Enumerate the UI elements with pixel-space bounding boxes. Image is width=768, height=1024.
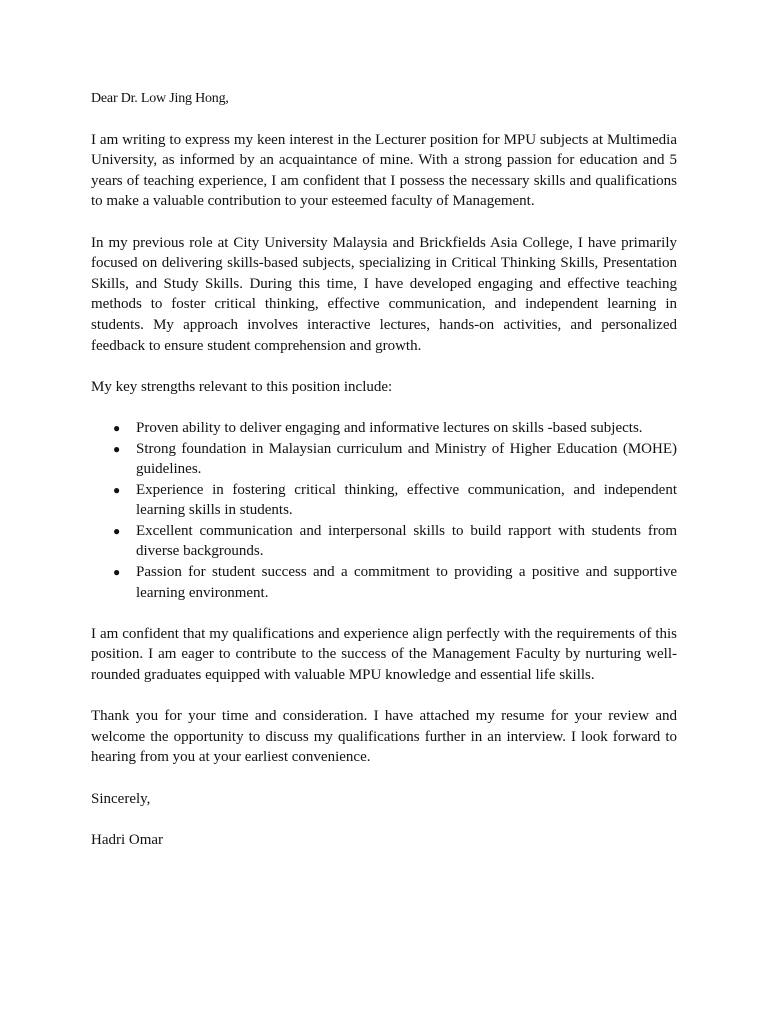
list-item-text: Proven ability to deliver engaging and informative lectures on skills -based subjects. — [136, 419, 643, 436]
sign-off: Sincerely, — [91, 790, 151, 807]
list-item-text: Excellent communication and interpersonal skills to build rapport with students from diverse backgrounds. — [136, 522, 677, 560]
list-item — [91, 439, 677, 480]
list-item — [91, 418, 677, 439]
list-item-text: Experience in fostering critical thinking, effective communication, and independent learning skills in students. — [136, 481, 677, 519]
experience-paragraph: In my previous role at City University Malaysia and Brickfields Asia College, I have primarily focused on delivering skills-based subjects, specializing in Critical Thinking Skills, Presentation Skills, and Study Skills. During this time, I have developed engaging and effective teaching methods to foster critical thinking, effective communication, and independent learning in students. My approach involves interactive lectures, hands-on activities, and personalized feedback to ensure student comprehension and growth. — [91, 234, 677, 354]
salutation: Dear Dr. Low Jing Hong, — [91, 91, 229, 106]
intro-paragraph: I am writing to express my keen interest in the Lecturer position for MPU subjects at Multimedia University, as informed by an acquaintance of mine. With a strong passion for education and 5 years of teaching experience, I am confident that I possess the necessary skills and qualifications to make a valuable contribution to your esteemed faculty of Management. — [91, 131, 677, 210]
list-item — [91, 480, 677, 521]
signature-name: Hadri Omar — [91, 831, 164, 848]
list-item — [91, 521, 677, 562]
list-item-text: Passion for student success and a commitment to providing a positive and supportive learning environment. — [136, 564, 677, 601]
bullet-icon: ● — [113, 523, 121, 538]
list-item — [91, 562, 677, 603]
bullet-icon: ● — [113, 482, 121, 497]
list-item-text: Strong foundation in Malaysian curriculum and Ministry of Higher Education (MOHE) guidelines. — [136, 440, 677, 478]
strengths-list — [91, 418, 677, 603]
bullet-icon: ● — [113, 420, 121, 435]
thank-you-paragraph: Thank you for your time and consideration. I have attached my resume for your review and welcome the opportunity to discuss my qualifications further in an interview. I look forward to hearing from you at your earliest convenience. — [91, 708, 677, 766]
strengths-intro: My key strengths relevant to this position include: — [91, 378, 393, 395]
bullet-icon: ● — [113, 441, 121, 456]
cover-letter-page — [91, 89, 677, 850]
bullet-icon: ● — [113, 565, 121, 580]
confidence-paragraph: I am confident that my qualifications and experience align perfectly with the requirements of this position. I am eager to contribute to the success of the Management Faculty by nurturing well-rounded graduates equipped with valuable MPU knowledge and essential life skills. — [91, 625, 677, 684]
